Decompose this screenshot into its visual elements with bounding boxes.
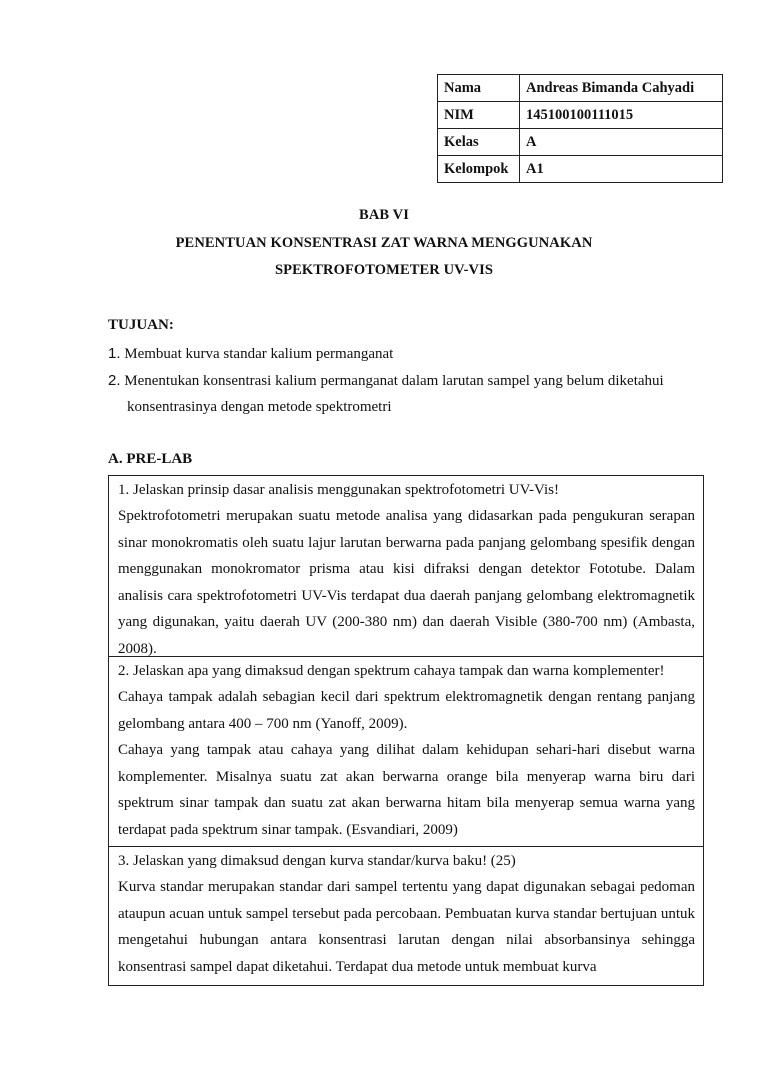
identity-label: Kelompok <box>438 156 520 183</box>
question: 2. Jelaskan apa yang dimaksud dengan spektrum cahaya tampak dan warna komplementer! <box>118 663 665 679</box>
prelab-heading: A. PRE-LAB <box>108 451 193 467</box>
page-title-line-2: SPEKTROFOTOMETER UV-VIS <box>274 262 494 278</box>
answer-paragraph: Kurva standar merupakan standar dari sampel tertentu yang dapat digunakan sebagai pedoman ataupun acuan untuk sampel tersebut pada percobaan. Pembuatan kurva standar bertujuan untuk mengetahui hubungan antara konsentrasi larutan dengan nilai absorbansinya sehingga konsentrasi sampel dapat diketahui. Terdapat dua metode untuk membuat kurva <box>118 879 695 975</box>
prelab-box <box>108 475 704 986</box>
identity-table <box>437 74 723 183</box>
question: 1. Jelaskan prinsip dasar analisis menggunakan spektrofotometri UV-Vis! <box>118 482 559 498</box>
page-title-line-1: PENENTUAN KONSENTRASI ZAT WARNA MENGGUNAKAN <box>175 235 593 251</box>
identity-label: Nama <box>438 75 520 102</box>
objective-text: Menentukan konsentrasi kalium permanganat dalam larutan sampel yang belum diketahui <box>124 373 664 389</box>
objective-text-continued: konsentrasinya dengan metode spektrometri <box>127 399 392 415</box>
objective-number: 2. <box>108 372 121 389</box>
answer <box>118 874 695 980</box>
answer <box>118 684 695 844</box>
objective-number: 1. <box>108 345 121 362</box>
identity-row-class <box>438 129 723 156</box>
qa-block <box>109 847 703 980</box>
objectives-heading: TUJUAN: <box>108 317 174 333</box>
qa-block <box>109 657 703 847</box>
identity-value: A <box>520 129 723 156</box>
identity-label: Kelas <box>438 129 520 156</box>
answer-paragraph: Cahaya yang tampak atau cahaya yang dilihat dalam kehidupan sehari-hari disebut warna komplementer. Misalnya suatu zat akan berwarna orange bila menyerap warna biru dari spektrum sinar tampak dan suatu zat akan berwarna hitam bila menyerap semua warna yang terdapat pada spektrum sinar tampak. (Esvandiari, 2009) <box>118 742 695 838</box>
identity-row-group <box>438 156 723 183</box>
identity-label: NIM <box>438 102 520 129</box>
answer-paragraph: Spektrofotometri merupakan suatu metode analisa yang didasarkan pada pengukuran serapan sinar monokromatis oleh suatu lajur larutan berwarna pada panjang gelombang spesifik dengan menggunakan monokromator prisma atau kisi difraksi dengan detektor Fototube. Dalam analisis cara spektrofotometri UV-Vis terdapat dua daerah panjang gelombang elektromagnetik yang digunakan, yaitu daerah UV (200-380 nm) dan daerah Visible (380-700 nm) (Ambasta, 2008). <box>118 508 695 657</box>
identity-value: Andreas Bimanda Cahyadi <box>520 75 723 102</box>
chapter-heading: BAB VI <box>359 207 409 223</box>
qa-block <box>109 476 703 657</box>
identity-row-nim <box>438 102 723 129</box>
answer-paragraph: Cahaya tampak adalah sebagian kecil dari spektrum elektromagnetik dengan rentang panjang gelombang antara 400 – 700 nm (Yanoff, 2009). <box>118 689 695 732</box>
answer <box>118 503 695 663</box>
objective-item <box>108 345 393 363</box>
objective-text: Membuat kurva standar kalium permanganat <box>124 346 394 362</box>
identity-value: A1 <box>520 156 723 183</box>
question: 3. Jelaskan yang dimaksud dengan kurva standar/kurva baku! (25) <box>118 853 516 869</box>
identity-value: 145100100111015 <box>520 102 723 129</box>
objective-item <box>108 372 664 390</box>
identity-row-name <box>438 75 723 102</box>
